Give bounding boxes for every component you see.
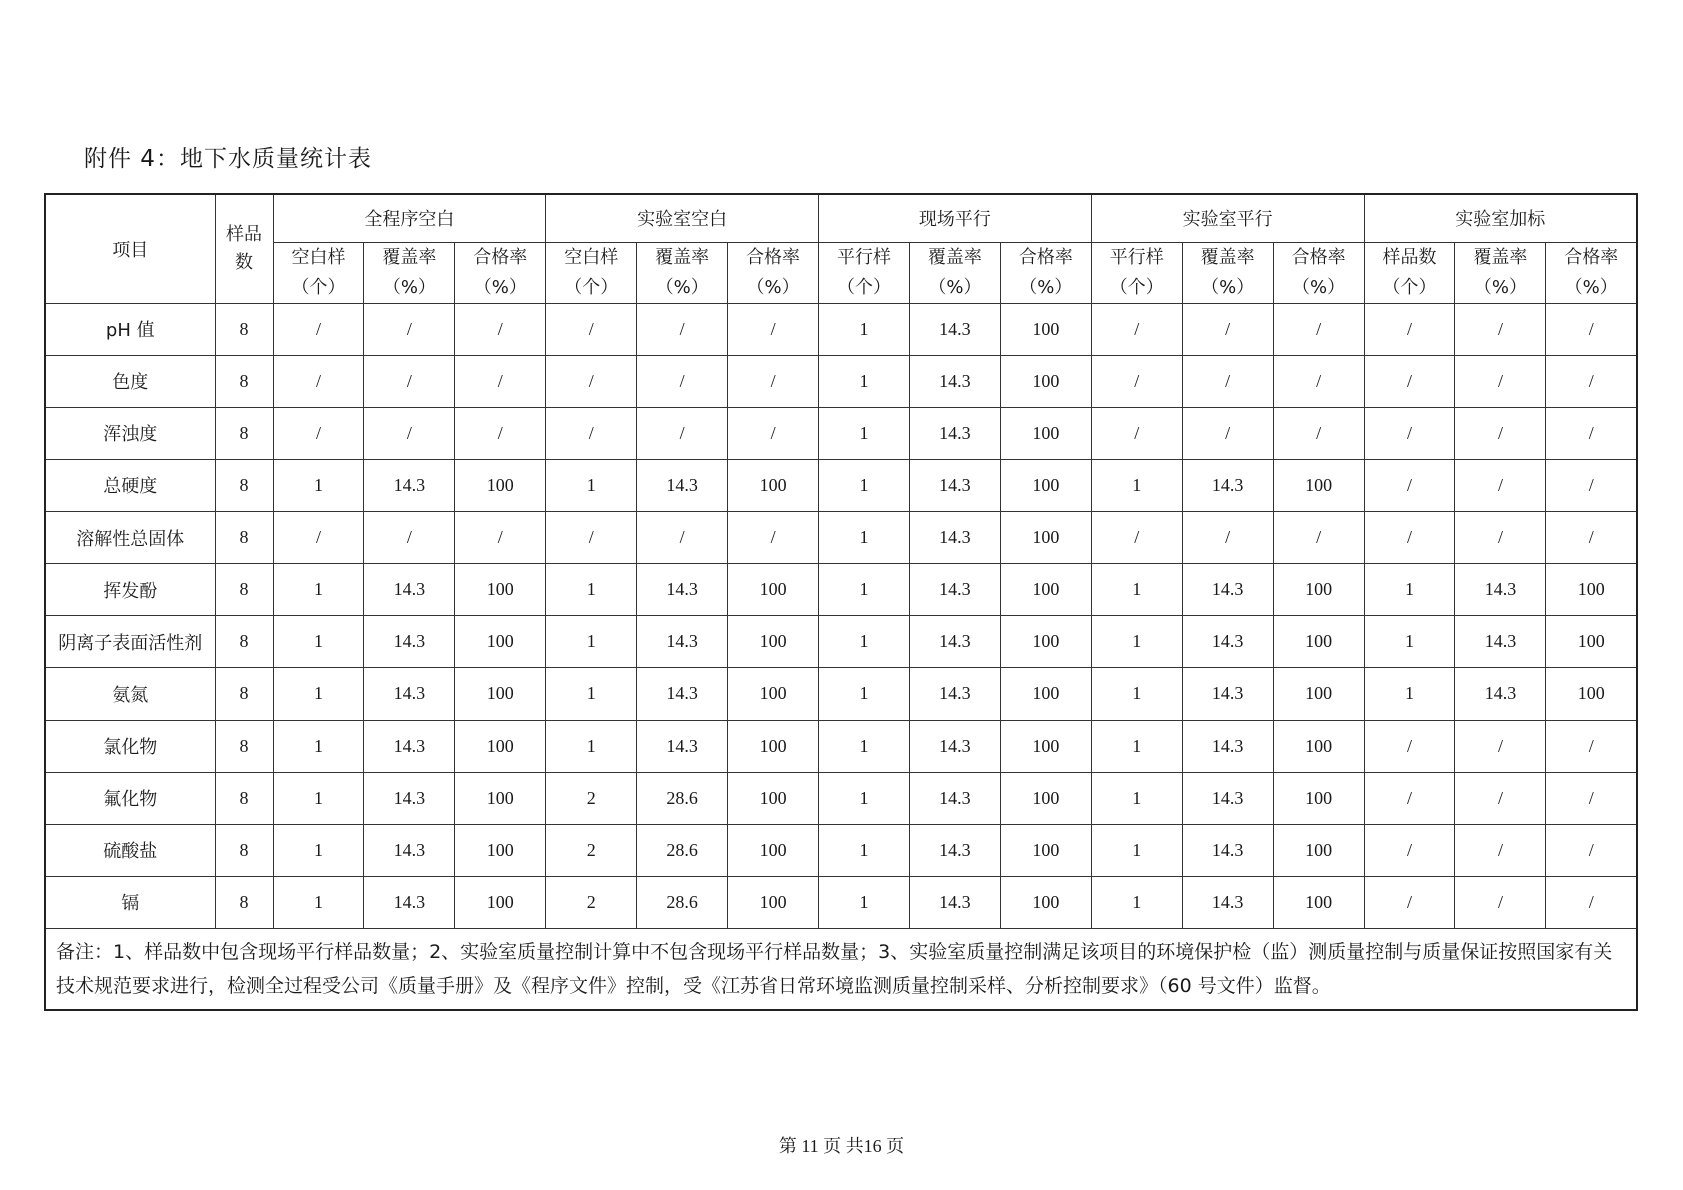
table-cell: 1 bbox=[546, 459, 637, 511]
subheader-cell bbox=[637, 242, 728, 303]
table-cell: 1 bbox=[819, 512, 910, 564]
table-cell: 14.3 bbox=[364, 459, 455, 511]
table-cell: / bbox=[728, 303, 819, 355]
row-samples: 8 bbox=[215, 772, 273, 824]
table-cell: / bbox=[1546, 772, 1637, 824]
table-cell: / bbox=[1455, 876, 1546, 928]
subheader-name: 覆盖率 bbox=[1200, 246, 1255, 268]
table-cell: 100 bbox=[455, 772, 546, 824]
table-cell: / bbox=[1455, 355, 1546, 407]
table-cell: 1 bbox=[819, 616, 910, 668]
table-row bbox=[45, 355, 1637, 407]
row-item: 硫酸盐 bbox=[45, 824, 215, 876]
row-samples: 8 bbox=[215, 459, 273, 511]
table-cell: 14.3 bbox=[909, 303, 1000, 355]
table-cell: / bbox=[1455, 824, 1546, 876]
table-cell: 100 bbox=[728, 668, 819, 720]
table-cell: / bbox=[1455, 303, 1546, 355]
table-cell: 14.3 bbox=[909, 355, 1000, 407]
subheader-cell bbox=[455, 242, 546, 303]
subheader-name: 平行样 bbox=[1109, 246, 1164, 268]
row-item: 氨氮 bbox=[45, 668, 215, 720]
table-cell: / bbox=[273, 355, 364, 407]
subheader-name: 覆盖率 bbox=[1473, 246, 1528, 268]
subheader-unit: （个） bbox=[564, 276, 619, 298]
subheader-unit: （%） bbox=[382, 276, 436, 298]
table-row bbox=[45, 512, 1637, 564]
table-cell: / bbox=[546, 512, 637, 564]
table-cell: 1 bbox=[819, 824, 910, 876]
table-cell: 14.3 bbox=[364, 824, 455, 876]
table-cell: 14.3 bbox=[1455, 668, 1546, 720]
quality-stats-table bbox=[44, 193, 1638, 1011]
table-cell: / bbox=[1273, 407, 1364, 459]
table-cell: 100 bbox=[1000, 720, 1091, 772]
table-row bbox=[45, 824, 1637, 876]
table-cell: 100 bbox=[1273, 772, 1364, 824]
subheader-unit: （%） bbox=[1201, 276, 1255, 298]
table-row bbox=[45, 564, 1637, 616]
row-samples: 8 bbox=[215, 668, 273, 720]
table-cell: 1 bbox=[273, 616, 364, 668]
table-cell: / bbox=[273, 407, 364, 459]
subheader-unit: （%） bbox=[1564, 276, 1618, 298]
table-cell: / bbox=[455, 355, 546, 407]
table-cell: / bbox=[1273, 303, 1364, 355]
table-cell: 100 bbox=[455, 668, 546, 720]
table-cell: 100 bbox=[455, 824, 546, 876]
table-cell: 14.3 bbox=[1182, 824, 1273, 876]
table-cell: 28.6 bbox=[637, 876, 728, 928]
table-row bbox=[45, 407, 1637, 459]
table-cell: 1 bbox=[546, 668, 637, 720]
table-cell: / bbox=[364, 407, 455, 459]
row-item: 色度 bbox=[45, 355, 215, 407]
table-cell: 1 bbox=[1091, 772, 1182, 824]
table-cell: 1 bbox=[1091, 720, 1182, 772]
header-item: 项目 bbox=[45, 194, 215, 303]
page-title: 附件 4：地下水质量统计表 bbox=[84, 146, 372, 172]
subheader-name: 覆盖率 bbox=[655, 246, 710, 268]
subheader-name: 合格率 bbox=[473, 246, 528, 268]
table-cell: 100 bbox=[1273, 876, 1364, 928]
table-cell: / bbox=[1546, 720, 1637, 772]
table-cell: 100 bbox=[1546, 668, 1637, 720]
table-cell: 100 bbox=[1273, 459, 1364, 511]
row-samples: 8 bbox=[215, 824, 273, 876]
table-cell: 100 bbox=[1273, 824, 1364, 876]
subheader-name: 覆盖率 bbox=[927, 246, 982, 268]
table-cell: 100 bbox=[1000, 772, 1091, 824]
table-cell: 1 bbox=[819, 876, 910, 928]
table-cell: 1 bbox=[819, 668, 910, 720]
table-row bbox=[45, 720, 1637, 772]
row-samples: 8 bbox=[215, 512, 273, 564]
table-cell: 1 bbox=[273, 772, 364, 824]
table-cell: 1 bbox=[819, 355, 910, 407]
table-cell: / bbox=[1091, 407, 1182, 459]
table-row bbox=[45, 876, 1637, 928]
table-cell: / bbox=[728, 407, 819, 459]
row-item: 阴离子表面活性剂 bbox=[45, 616, 215, 668]
table-cell: 14.3 bbox=[364, 876, 455, 928]
table-cell: / bbox=[455, 303, 546, 355]
row-samples: 8 bbox=[215, 355, 273, 407]
table-cell: 2 bbox=[546, 824, 637, 876]
table-cell: 14.3 bbox=[637, 459, 728, 511]
table-row bbox=[45, 772, 1637, 824]
group-header: 实验室空白 bbox=[546, 194, 819, 242]
table-cell: / bbox=[546, 355, 637, 407]
table-cell: 100 bbox=[1000, 668, 1091, 720]
table-cell: 14.3 bbox=[364, 668, 455, 720]
table-cell: 1 bbox=[1091, 876, 1182, 928]
table-cell: 1 bbox=[1364, 616, 1455, 668]
subheader-unit: （个） bbox=[1109, 276, 1164, 298]
table-cell: 14.3 bbox=[364, 616, 455, 668]
table-cell: 100 bbox=[728, 564, 819, 616]
table-cell: / bbox=[364, 303, 455, 355]
table-cell: 1 bbox=[1091, 668, 1182, 720]
row-item: 氯化物 bbox=[45, 720, 215, 772]
table-cell: 100 bbox=[455, 459, 546, 511]
table-cell: 14.3 bbox=[1182, 564, 1273, 616]
table-cell: 14.3 bbox=[1182, 668, 1273, 720]
row-item: 氟化物 bbox=[45, 772, 215, 824]
table-cell: / bbox=[1455, 459, 1546, 511]
table-cell: 100 bbox=[728, 720, 819, 772]
table-cell: / bbox=[1455, 512, 1546, 564]
table-cell: 1 bbox=[1091, 616, 1182, 668]
header-samples: 样品数 bbox=[215, 194, 273, 303]
table-cell: / bbox=[1546, 303, 1637, 355]
table-cell: 1 bbox=[819, 459, 910, 511]
table-cell: 100 bbox=[728, 876, 819, 928]
table-cell: / bbox=[455, 407, 546, 459]
table-cell: 100 bbox=[1546, 616, 1637, 668]
table-cell: 14.3 bbox=[637, 720, 728, 772]
table-cell: / bbox=[1182, 355, 1273, 407]
table-cell: 100 bbox=[455, 616, 546, 668]
subheader-cell bbox=[364, 242, 455, 303]
subheader-unit: （%） bbox=[1473, 276, 1527, 298]
table-cell: / bbox=[637, 407, 728, 459]
row-samples: 8 bbox=[215, 564, 273, 616]
table-cell: 1 bbox=[546, 616, 637, 668]
subheader-unit: （个） bbox=[1382, 276, 1437, 298]
table-cell: / bbox=[728, 512, 819, 564]
table-cell: 100 bbox=[1000, 876, 1091, 928]
row-samples: 8 bbox=[215, 720, 273, 772]
table-cell: / bbox=[1364, 824, 1455, 876]
table-row bbox=[45, 616, 1637, 668]
table-cell: 100 bbox=[455, 876, 546, 928]
subheader-cell bbox=[1455, 242, 1546, 303]
table-cell: / bbox=[1364, 512, 1455, 564]
table-cell: 100 bbox=[728, 824, 819, 876]
subheader-name: 合格率 bbox=[1018, 246, 1073, 268]
table-cell: 14.3 bbox=[637, 668, 728, 720]
table-cell: 14.3 bbox=[909, 407, 1000, 459]
table-cell: 14.3 bbox=[909, 668, 1000, 720]
subheader-unit: （%） bbox=[746, 276, 800, 298]
group-header: 实验室加标 bbox=[1364, 194, 1637, 242]
table-cell: / bbox=[1455, 407, 1546, 459]
table-cell: 14.3 bbox=[637, 564, 728, 616]
table-cell: 1 bbox=[273, 824, 364, 876]
row-samples: 8 bbox=[215, 876, 273, 928]
subheader-cell bbox=[728, 242, 819, 303]
table-cell: 14.3 bbox=[909, 824, 1000, 876]
table-cell: 14.3 bbox=[909, 720, 1000, 772]
table-cell: / bbox=[1455, 772, 1546, 824]
table-cell: / bbox=[1364, 720, 1455, 772]
table-cell: 28.6 bbox=[637, 824, 728, 876]
table-cell: 1 bbox=[273, 720, 364, 772]
table-cell: 14.3 bbox=[1455, 564, 1546, 616]
subheader-cell bbox=[819, 242, 910, 303]
table-cell: 1 bbox=[819, 720, 910, 772]
table-cell: / bbox=[1182, 407, 1273, 459]
subheader-name: 空白样 bbox=[564, 246, 619, 268]
row-samples: 8 bbox=[215, 616, 273, 668]
table-cell: 100 bbox=[1546, 564, 1637, 616]
table-cell: 1 bbox=[546, 564, 637, 616]
table-cell: 1 bbox=[1091, 564, 1182, 616]
row-item: 总硬度 bbox=[45, 459, 215, 511]
table-cell: 1 bbox=[273, 876, 364, 928]
group-header: 全程序空白 bbox=[273, 194, 546, 242]
table-cell: / bbox=[1364, 407, 1455, 459]
table-cell: / bbox=[364, 355, 455, 407]
table-cell: 100 bbox=[728, 459, 819, 511]
table-cell: 100 bbox=[728, 772, 819, 824]
table-cell: 100 bbox=[1000, 616, 1091, 668]
table-cell: 14.3 bbox=[909, 459, 1000, 511]
table-cell: 14.3 bbox=[1182, 459, 1273, 511]
table-cell: 14.3 bbox=[364, 772, 455, 824]
page-footer: 第 11 页 共16 页 bbox=[778, 1136, 905, 1156]
table-cell: / bbox=[1182, 512, 1273, 564]
table-row bbox=[45, 459, 1637, 511]
table-cell: 1 bbox=[1364, 564, 1455, 616]
subheader-unit: （%） bbox=[1019, 276, 1073, 298]
table-cell: / bbox=[1182, 303, 1273, 355]
subheader-name: 空白样 bbox=[291, 246, 346, 268]
subheader-cell bbox=[1364, 242, 1455, 303]
table-cell: / bbox=[1364, 876, 1455, 928]
table-cell: / bbox=[1364, 772, 1455, 824]
table-cell: 100 bbox=[1000, 564, 1091, 616]
table-cell: / bbox=[1546, 876, 1637, 928]
subheader-cell bbox=[909, 242, 1000, 303]
table-cell: / bbox=[1091, 355, 1182, 407]
table-cell: 100 bbox=[1000, 407, 1091, 459]
table-cell: / bbox=[1364, 355, 1455, 407]
table-cell: / bbox=[1091, 512, 1182, 564]
subheader-cell bbox=[1091, 242, 1182, 303]
table-cell: / bbox=[1273, 512, 1364, 564]
subheader-unit: （%） bbox=[1292, 276, 1346, 298]
table-cell: 100 bbox=[1273, 720, 1364, 772]
table-cell: / bbox=[1273, 355, 1364, 407]
subheader-unit: （%） bbox=[655, 276, 709, 298]
table-cell: 14.3 bbox=[909, 876, 1000, 928]
table-row bbox=[45, 668, 1637, 720]
row-item: pH 值 bbox=[45, 303, 215, 355]
table-cell: 100 bbox=[1000, 512, 1091, 564]
subheader-name: 合格率 bbox=[1564, 246, 1619, 268]
table-cell: / bbox=[637, 355, 728, 407]
subheader-cell bbox=[273, 242, 364, 303]
subheader-name: 平行样 bbox=[836, 246, 891, 268]
table-cell: / bbox=[273, 303, 364, 355]
subheader-unit: （个） bbox=[291, 276, 346, 298]
table-cell: 1 bbox=[1091, 459, 1182, 511]
subheader-cell bbox=[546, 242, 637, 303]
table-cell: 14.3 bbox=[637, 616, 728, 668]
row-item: 镉 bbox=[45, 876, 215, 928]
table-cell: / bbox=[546, 407, 637, 459]
table-cell: 100 bbox=[455, 720, 546, 772]
table-cell: 1 bbox=[819, 564, 910, 616]
table-cell: 14.3 bbox=[364, 720, 455, 772]
subheader-cell bbox=[1546, 242, 1637, 303]
subheader-cell bbox=[1273, 242, 1364, 303]
table-cell: 100 bbox=[1273, 564, 1364, 616]
table-cell: 14.3 bbox=[909, 564, 1000, 616]
subheader-name: 合格率 bbox=[1291, 246, 1346, 268]
table-cell: / bbox=[364, 512, 455, 564]
table-cell: / bbox=[637, 512, 728, 564]
row-item: 挥发酚 bbox=[45, 564, 215, 616]
table-cell: 1 bbox=[819, 303, 910, 355]
table-cell: / bbox=[1091, 303, 1182, 355]
table-cell: 14.3 bbox=[909, 616, 1000, 668]
table-cell: / bbox=[1546, 407, 1637, 459]
table-cell: / bbox=[273, 512, 364, 564]
subheader-name: 合格率 bbox=[746, 246, 801, 268]
table-cell: 1 bbox=[1091, 824, 1182, 876]
row-item: 浑浊度 bbox=[45, 407, 215, 459]
group-header: 实验室平行 bbox=[1091, 194, 1364, 242]
table-cell: 100 bbox=[455, 564, 546, 616]
table-cell: / bbox=[1364, 303, 1455, 355]
table-cell: 14.3 bbox=[909, 772, 1000, 824]
table-cell: 28.6 bbox=[637, 772, 728, 824]
table-cell: 2 bbox=[546, 772, 637, 824]
subheader-name: 覆盖率 bbox=[382, 246, 437, 268]
table-cell: 100 bbox=[1273, 668, 1364, 720]
table-cell: / bbox=[1546, 355, 1637, 407]
table-cell: / bbox=[637, 303, 728, 355]
group-header: 现场平行 bbox=[819, 194, 1092, 242]
subheader-cell bbox=[1182, 242, 1273, 303]
table-cell: 100 bbox=[1000, 303, 1091, 355]
table-cell: 14.3 bbox=[1455, 616, 1546, 668]
row-samples: 8 bbox=[215, 407, 273, 459]
table-cell: 1 bbox=[546, 720, 637, 772]
table-cell: 2 bbox=[546, 876, 637, 928]
subheader-cell bbox=[1000, 242, 1091, 303]
table-cell: 1 bbox=[819, 407, 910, 459]
table-cell: 14.3 bbox=[1182, 876, 1273, 928]
table-cell: / bbox=[1546, 459, 1637, 511]
table-cell: 14.3 bbox=[909, 512, 1000, 564]
table-row bbox=[45, 303, 1637, 355]
table-cell: 1 bbox=[273, 459, 364, 511]
table-cell: 1 bbox=[1364, 668, 1455, 720]
table-cell: / bbox=[1455, 720, 1546, 772]
subheader-name: 样品数 bbox=[1382, 246, 1437, 268]
table-cell: / bbox=[1546, 824, 1637, 876]
table-cell: 100 bbox=[1000, 824, 1091, 876]
table-cell: / bbox=[1364, 459, 1455, 511]
table-cell: 100 bbox=[1273, 616, 1364, 668]
table-cell: 1 bbox=[819, 772, 910, 824]
note: 备注：1、样品数中包含现场平行样品数量；2、实验室质量控制计算中不包含现场平行样品数量；3、实验室质量控制满足该项目的环境保护检（监）测质量控制与质量保证按照国家有关技术规范要求进行，检测全过程受公司《质量手册》及《程序文件》控制，受《江苏省日常环境监测质量控制采样、分析控制要求》（60 号文件）监督。 bbox=[45, 929, 1637, 1011]
subheader-unit: （%） bbox=[928, 276, 982, 298]
subheader-unit: （个） bbox=[836, 276, 891, 298]
table-cell: 100 bbox=[1000, 355, 1091, 407]
table-cell: 14.3 bbox=[1182, 720, 1273, 772]
table-cell: 1 bbox=[273, 564, 364, 616]
table-cell: 100 bbox=[1000, 459, 1091, 511]
row-samples: 8 bbox=[215, 303, 273, 355]
table-cell: / bbox=[1546, 512, 1637, 564]
table-cell: 14.3 bbox=[1182, 616, 1273, 668]
table-cell: / bbox=[728, 355, 819, 407]
row-item: 溶解性总固体 bbox=[45, 512, 215, 564]
table-cell: 100 bbox=[728, 616, 819, 668]
subheader-unit: （%） bbox=[473, 276, 527, 298]
table-cell: / bbox=[455, 512, 546, 564]
table-cell: 14.3 bbox=[1182, 772, 1273, 824]
table-cell: 1 bbox=[273, 668, 364, 720]
table-cell: 14.3 bbox=[364, 564, 455, 616]
table-cell: / bbox=[546, 303, 637, 355]
